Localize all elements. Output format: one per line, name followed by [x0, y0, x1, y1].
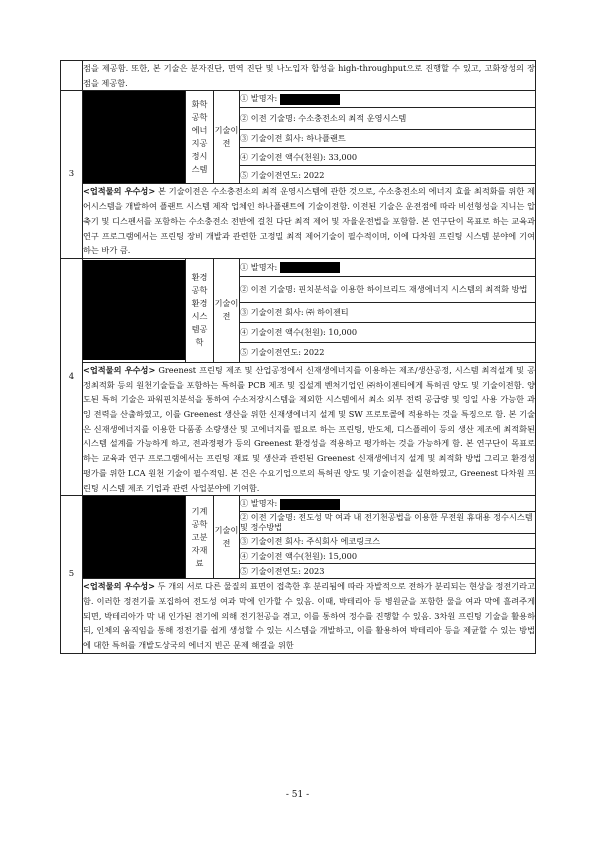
category-cell: 화학 공학 에너 지공 정시 스템 [186, 91, 214, 184]
redacted-photo [83, 258, 186, 362]
tech-transfer-label: 기술이전 [214, 258, 240, 362]
year-field: ⑤ 기술이전연도: 2023 [240, 564, 536, 579]
redaction-box [280, 499, 340, 510]
amount-field: ④ 기술이전 액수(천원): 15,000 [240, 549, 536, 564]
category-cell: 기계 공학 고분 자재 료 [186, 496, 214, 579]
company-field: ③ 기술이전 회사: ㈜ 하이젠티 [240, 302, 536, 322]
tech-transfer-table [60, 60, 536, 654]
entry-row [61, 496, 536, 512]
excellence-description: <업적물의 우수성> Greenest 프린팅 제조 및 산업공정에서 신재생에너지를 이용하는 제조/생산공정, 시스템 최적설계 및 공정최적화 등의 원천기술들을 포함하는 특허를 PCB 제조 및 집설계 벤처기업인 ㈜하이젠티에게 특허권 양도 및 기술이전함. 양도된 특허 기술은 파워핀치분석을 통하여 수소저장시스템을 제외한 시스템에서 최소 외부 전력 공급량 및 잉일 사용 가능한 과잉 전력을 산출하였고, 이를 Greenest 생산을 위한 신재생에너지 설계 및 SW 프로토콜에 적용하는 것을 특징으로 함. 본 기술은 신재생에너지를 이용한 다품종 소량생산 및 고에너지를 필요로 하는 프린팅, 반도체, 디스플레이 등의 생산 제조에 최적화된 시스템 설계를 가능하게 하고, 전과정평가 등의 Greenest 환경성을 적용하고 평가하는 것을 가능하게 함. 본 연구단이 목표로 하는 교육과 연구 프로그램에서는 프린팅 재료 및 생산과 관련된 Greenest 신재생에너지 설계 및 최적화 방법 그리고 환경성 평가를 위한 LCA 원천 기술이 필수적임. 본 건은 수요기업으로의 특허권 양도 및 기술이전을 실현하였고, Greenest 다차원 프린팅 시스템 제조 기업과 관련 사업분야에 기여함. [83, 362, 536, 495]
excellence-description: <업적물의 우수성> 두 개의 서로 다른 물질의 표면이 접촉한 후 분리됨에 따라 자발적으로 전하가 분리되는 현상을 정전기라고 함. 이러한 정전기를 포집하여 전도성 여과 막에 인가할 수 있음. 이때, 박테리아 등 병원균을 포함한 물을 여과 막에 흘려주게 되면, 박테리아가 막 내 인가된 전기에 의해 전기천공을 겪고, 이를 통하여 정수를 진행할 수 있음. 3차원 프린팅 기술을 활용하되, 인체의 움직임을 통해 정전기를 쉽게 생성할 수 있는 시스템을 개발하고, 이를 활용하여 박테리아 등을 제균할 수 있는 방법에 대한 특허를 개발도상국의 에너지 빈곤 문제 해결을 위한 [83, 579, 536, 654]
company-field: ③ 기술이전 회사: 하나플랜트 [240, 129, 536, 147]
tech-transfer-label: 기술이전 [214, 91, 240, 184]
entry-row [61, 91, 536, 107]
inventor-field: ① 발명자: [240, 496, 536, 512]
amount-field: ④ 기술이전 액수(천원): 10,000 [240, 322, 536, 342]
year-field: ⑤ 기술이전연도: 2022 [240, 166, 536, 184]
continuation-text: 점을 제공함. 또한, 본 기술은 분자진단, 면역 진단 및 나노입자 합성을 high-throughput으로 진행할 수 있고, 고화장성의 장점을 제공함. [83, 61, 536, 91]
tech-name-field: ② 이전 기술명: 전도성 막 여과 내 전기천공법을 이용한 무전원 휴대용 정수시스템 및 정수방법 [240, 512, 536, 534]
inventor-field: ① 발명자: [240, 91, 536, 107]
redacted-photo [83, 496, 186, 579]
entry-number: 3 [61, 91, 83, 259]
excellence-description: <업적물의 우수성> 본 기술이전은 수소충전소의 최적 운영시스템에 관한 것으로, 수소충전소의 에너지 효율 최적화를 위한 제어시스템을 개발하여 플랜트 시스템 제작 업체인 하나플랜트에 기술이전함. 이전된 기술은 운전점에 따라 비선형성을 지니는 압축기 및 디스펜서를 포함하는 수소충전소 전반에 걸친 다단 최적 제어 및 자율운전법을 포함함. 본 연구단이 목표로 하는 교육과 연구 프로그램에서는 프린팅 장비 개발과 관련한 고정밀 최적 제어기술이 필수적이며, 이에 다차원 프린팅 시스템 분야에 기여하는 바가 큼. [83, 184, 536, 259]
redaction-box [280, 94, 340, 105]
entry-number: 4 [61, 258, 83, 495]
amount-field: ④ 기술이전 액수(천원): 33,000 [240, 148, 536, 166]
redaction-box [280, 262, 340, 273]
entry-row [61, 258, 536, 276]
inventor-field: ① 발명자: [240, 258, 536, 276]
year-field: ⑤ 기술이전연도: 2022 [240, 342, 536, 362]
category-cell: 환경 공학 환경 시스 템공 학 [186, 258, 214, 362]
entry-number: 5 [61, 496, 83, 654]
redacted-photo [83, 91, 186, 184]
page-number: - 51 - [285, 790, 310, 800]
tech-transfer-label: 기술이전 [214, 496, 240, 579]
tech-name-field: ② 이전 기술명: 수소충전소의 최적 운영시스템 [240, 107, 536, 129]
continuation-row [61, 61, 536, 91]
company-field: ③ 기술이전 회사: 주식회사 에코링크스 [240, 534, 536, 549]
tech-name-field: ② 이전 기술명: 핀치분석을 이용한 하이브리드 재생에너지 시스템의 최적화 방법 [240, 276, 536, 302]
